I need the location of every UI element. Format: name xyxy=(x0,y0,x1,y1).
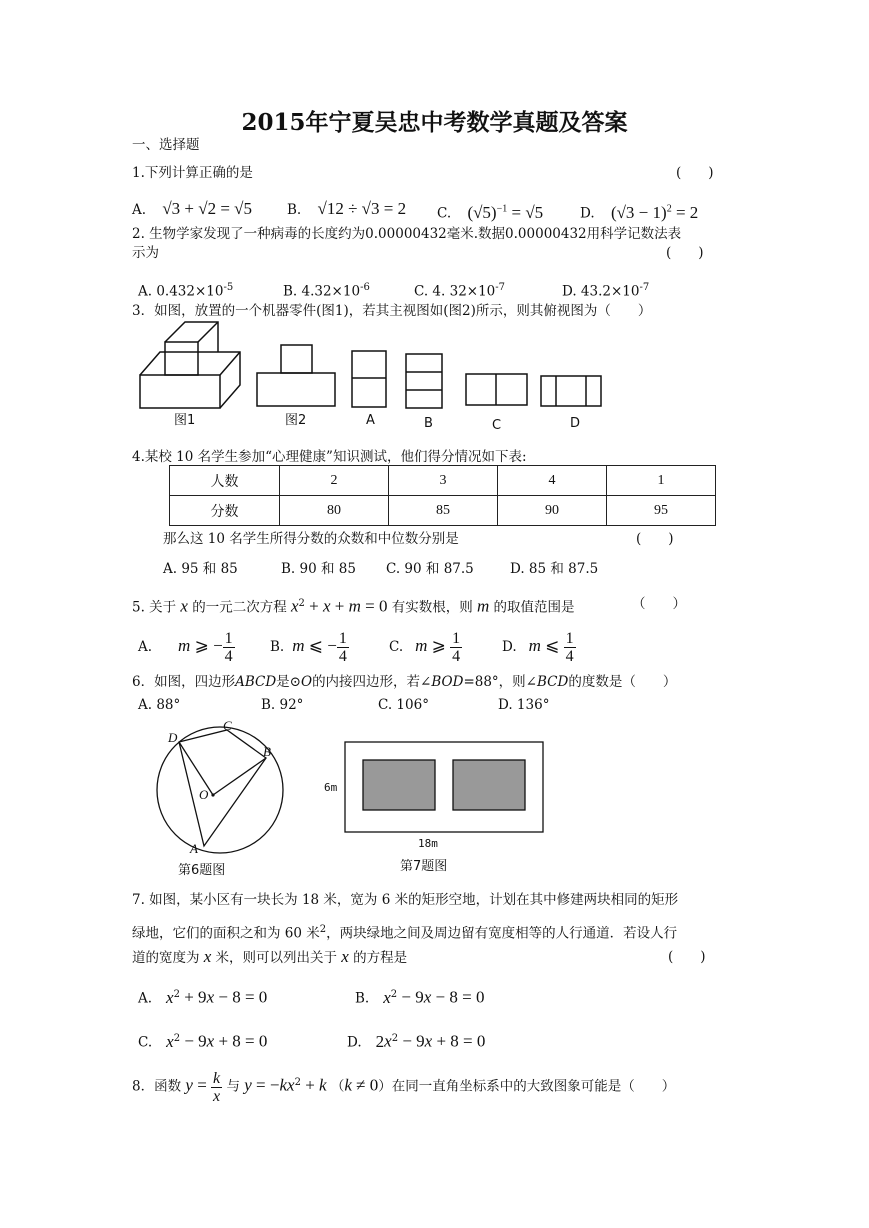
q7-figure-caption: 第7题图 xyxy=(400,859,448,874)
height-label: 6m xyxy=(324,781,338,794)
q7-stem-line1: 7. 如图，某小区有一块长为 18 米，宽为 6 米的矩形空地，计划在其中修建两块相同的矩形 xyxy=(132,892,679,908)
fig2-front-view xyxy=(257,345,335,406)
label-a: A xyxy=(366,413,375,428)
q7-option-d[interactable]: D. $2x^2 - 9x + 8 = 0$ xyxy=(347,1031,486,1051)
option-a-view xyxy=(352,351,386,407)
option-b-view xyxy=(406,354,442,408)
fig1-label: 图1 xyxy=(174,413,196,428)
q2-option-c[interactable]: C. 4. $32\times 10^{-7}$ xyxy=(414,282,506,300)
q5-option-a[interactable]: A. m ⩾ − $\frac{1}{4}$ xyxy=(138,630,233,665)
q7-stem-line2: 绿地，它们的面积之和为 60 米$^2$，两块绿地之间及周边留有宽度相等的人行通道．若设人行 xyxy=(132,924,678,942)
point-d: D xyxy=(168,730,178,745)
q2-option-d[interactable]: D. $43.2\times 10^{-7}$ xyxy=(562,282,650,300)
q3-figures xyxy=(130,320,610,435)
q5-stem: 5. 关于 x 的一元二次方程 $x^2 + x + m = 0$ 有实数根，则 m 的取值范围是 xyxy=(132,596,575,616)
q4-stem: 4.某校 10 名学生参加“心理健康”知识测试，他们得分情况如下表: xyxy=(132,449,527,465)
q1-answer-paren: ( ) xyxy=(676,165,714,181)
q6-option-a[interactable]: A. 88° xyxy=(138,697,181,713)
q1-stem: 1.下列计算正确的是 xyxy=(132,165,253,181)
point-c: C xyxy=(223,718,232,733)
point-b: B xyxy=(263,744,271,759)
q7-option-c[interactable]: C. $x^2 - 9x + 8 = 0$ xyxy=(138,1031,268,1051)
q5-answer-paren: （ ） xyxy=(632,596,686,612)
q7-rect-figure xyxy=(320,738,550,878)
q4-option-a[interactable]: A. 95 和 85 xyxy=(163,561,238,577)
q6-option-c[interactable]: C. 106° xyxy=(378,697,429,713)
q7-option-b[interactable]: B. $x^2 - 9x - 8 = 0$ xyxy=(355,987,485,1007)
q4-option-d[interactable]: D. 85 和 87.5 xyxy=(510,561,599,577)
q2-stem-line1: 2. 生物学家发现了一种病毒的长度约为0.00000432毫米.数据0.00000432用科学记数法表 xyxy=(132,226,682,242)
width-label: 18m xyxy=(418,837,438,850)
q2-option-a[interactable]: A. $0.432\times 10^{-5}$ xyxy=(138,282,234,300)
q7-stem-line3: 道的宽度为 x 米，则可以列出关于 x 的方程是 xyxy=(132,947,408,966)
q2-answer-paren: ( ) xyxy=(666,245,704,261)
label-d: D xyxy=(570,416,581,431)
option-d-view xyxy=(541,376,601,406)
table-row: 人数 2 3 4 1 xyxy=(170,466,716,496)
table-row: 分数 80 85 90 95 xyxy=(170,496,716,526)
q6-option-d[interactable]: D. 136° xyxy=(498,697,550,713)
q6-figure-caption: 第6题图 xyxy=(178,863,226,878)
q4-question: 那么这 10 名学生所得分数的众数和中位数分别是 xyxy=(163,531,459,547)
q2-stem-line2: 示为 xyxy=(132,245,159,261)
q4-answer-paren: ( ) xyxy=(636,531,674,547)
q2-option-b[interactable]: B. $4.32\times 10^{-6}$ xyxy=(283,282,370,300)
q7-option-a[interactable]: A. $x^2 + 9x - 8 = 0$ xyxy=(138,987,268,1007)
q8-stem: 8．函数 y = $\frac{k}{x}$ 与 $y = -kx^2 + k$ （k ≠ 0）在同一直角坐标系中的大致图象可能是（ ） xyxy=(132,1069,676,1105)
q1-option-a[interactable]: A. √3 + √2 = √5 xyxy=(132,199,253,218)
q1-option-b[interactable]: B. √12 ÷ √3 = 2 xyxy=(287,199,407,218)
score-table xyxy=(169,465,716,526)
page-title: 2015年宁夏吴忠中考数学真题及答案 xyxy=(241,109,628,136)
q3-stem: 3．如图，放置的一个机器零件(图1)，若其主视图如(图2)所示，则其俯视图为（ ） xyxy=(132,303,652,319)
q5-option-b[interactable]: B. m ⩽ − $\frac{1}{4}$ xyxy=(270,630,347,665)
q1-option-d[interactable]: D. $(√3 - 1)^2 = 2$ xyxy=(580,202,699,222)
point-a: A xyxy=(190,841,198,856)
point-o: O xyxy=(199,787,209,802)
q5-option-c[interactable]: C. m ⩾ $\frac{1}{4}$ xyxy=(389,630,461,665)
q1-option-c[interactable]: C. $(√5)^{-1} = √5$ xyxy=(437,202,544,222)
q4-option-b[interactable]: B. 90 和 85 xyxy=(281,561,356,577)
label-b: B xyxy=(424,416,433,431)
option-c-view xyxy=(466,374,527,405)
label-c: C xyxy=(492,418,502,433)
q4-option-c[interactable]: C. 90 和 87.5 xyxy=(386,561,474,577)
q6-circle-figure xyxy=(150,718,300,878)
q7-answer-paren: ( ) xyxy=(668,949,706,965)
section-heading: 一、选择题 xyxy=(132,137,200,153)
q5-option-d[interactable]: D. m ⩽ $\frac{1}{4}$ xyxy=(502,630,574,665)
fig2-label: 图2 xyxy=(285,413,307,428)
q6-stem: 6．如图，四边形ABCD是⊙O的内接四边形，若∠BOD=88°，则∠BCD的度数是（ ） xyxy=(132,674,677,690)
q6-option-b[interactable]: B. 92° xyxy=(261,697,304,713)
fig1-machine-part xyxy=(140,322,240,408)
